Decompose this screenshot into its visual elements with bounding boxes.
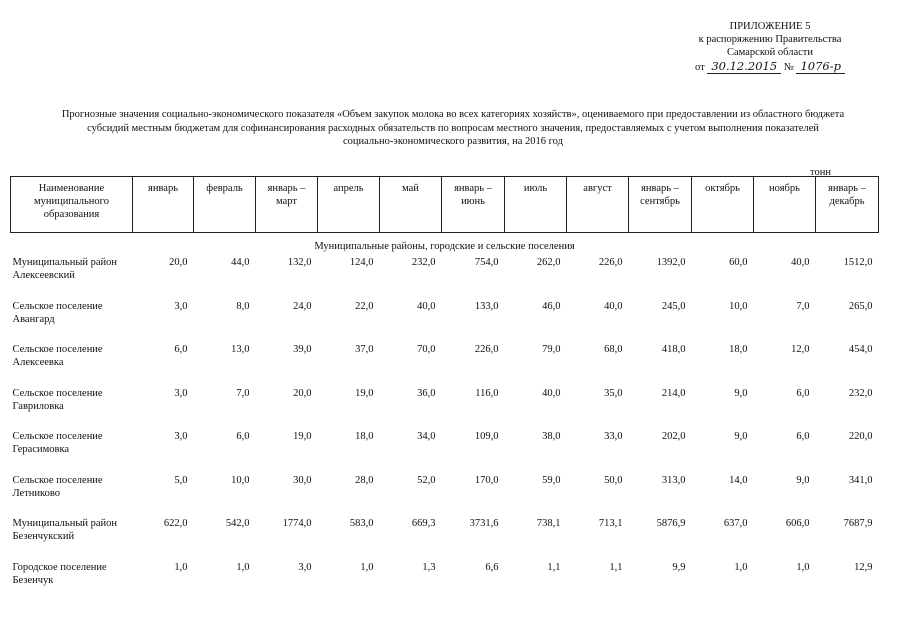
row-value: 132,0 <box>287 257 312 268</box>
units-label: тонн <box>810 167 831 178</box>
row-name: Сельское поселение Алексеевка <box>12 344 103 368</box>
row-value: 39,0 <box>293 344 312 355</box>
section-row <box>11 233 879 257</box>
row-value: 3,0 <box>174 300 188 312</box>
title-line-1: Прогнозные значения социально-экономического показателя «Объем закупок молока во всех категориях хозяйств», оцениваемого при предоставлении из областного бюджета <box>61 109 845 120</box>
row-value: 418,0 <box>661 344 686 355</box>
row-value: 37,0 <box>355 344 374 355</box>
appendix-order-line: к распоряжению Правительства <box>698 34 842 45</box>
header-may: май <box>380 177 442 233</box>
row-name: Городское поселение Безенчук <box>12 561 107 586</box>
row-value: 50,0 <box>604 474 623 486</box>
table-row <box>11 343 879 387</box>
row-value: 1774,0 <box>282 518 312 529</box>
table-row <box>11 387 879 431</box>
row-value: 60,0 <box>729 257 748 268</box>
row-value: 33,0 <box>604 431 623 442</box>
table-row <box>11 256 879 300</box>
row-value: 38,0 <box>542 431 561 442</box>
row-name: Сельское поселение Герасимовка <box>12 431 103 455</box>
header-jan-sep: январь – сентябрь <box>629 177 692 233</box>
row-value: 313,0 <box>661 474 686 486</box>
row-value: 606,0 <box>785 518 810 529</box>
row-value: 1,3 <box>422 561 436 573</box>
header-name: Наименование муниципального образования <box>11 177 133 233</box>
row-value: 6,0 <box>174 344 188 355</box>
row-value: 220,0 <box>848 431 873 442</box>
row-value: 738,1 <box>536 518 561 529</box>
header-apr: апрель <box>318 177 380 233</box>
appendix-date-line <box>660 60 880 74</box>
row-value: 6,0 <box>796 431 810 442</box>
row-value: 40,0 <box>604 300 623 312</box>
row-value: 7,0 <box>236 387 250 399</box>
number-prefix: № <box>783 62 794 73</box>
row-value: 18,0 <box>355 431 374 442</box>
row-value: 13,0 <box>231 344 250 355</box>
row-value: 232,0 <box>848 387 873 399</box>
row-value: 6,0 <box>236 431 250 442</box>
row-value: 1,0 <box>734 561 748 573</box>
table-header-row <box>11 177 879 233</box>
section-title: Муниципальные районы, городские и сельские поселения <box>314 241 575 252</box>
row-value: 245,0 <box>661 300 686 312</box>
row-value: 6,0 <box>796 387 810 399</box>
row-value: 1,0 <box>796 561 810 573</box>
table-row <box>11 474 879 518</box>
row-name: Сельское поселение Авангард <box>12 300 103 325</box>
row-value: 19,0 <box>293 431 312 442</box>
row-value: 637,0 <box>723 518 748 529</box>
row-value: 116,0 <box>475 387 499 399</box>
row-value: 24,0 <box>293 300 312 312</box>
row-value: 3731,6 <box>469 518 499 529</box>
row-value: 12,9 <box>854 561 873 573</box>
row-value: 14,0 <box>729 474 748 486</box>
row-value: 1,0 <box>236 561 250 573</box>
forecast-table <box>10 176 879 604</box>
row-value: 68,0 <box>604 344 623 355</box>
row-value: 226,0 <box>474 344 499 355</box>
table-row <box>11 430 879 474</box>
row-value: 20,0 <box>169 257 188 268</box>
table-row <box>11 517 879 561</box>
header-jan-mar: январь – март <box>256 177 318 233</box>
row-value: 5,0 <box>174 474 188 486</box>
row-value: 22,0 <box>355 300 374 312</box>
row-value: 232,0 <box>411 257 436 268</box>
header-aug: август <box>567 177 629 233</box>
row-value: 454,0 <box>848 344 873 355</box>
row-value: 202,0 <box>661 431 686 442</box>
handwritten-date: 30.12.2015 <box>707 59 781 74</box>
row-name: Муниципальный район Безенчукский <box>12 518 118 542</box>
row-value: 9,0 <box>734 431 748 442</box>
row-value: 262,0 <box>536 257 561 268</box>
row-value: 170,0 <box>474 474 499 486</box>
row-value: 70,0 <box>417 344 436 355</box>
title-line-2: субсидий местным бюджетам для софинансирования расходных обязательств по вопросам местного значения, предоставляемых с учетом выполнения показателей <box>87 122 819 134</box>
row-name: Сельское поселение Летниково <box>12 474 103 499</box>
row-value: 9,9 <box>672 561 686 573</box>
appendix-number: ПРИЛОЖЕНИЕ 5 <box>729 21 811 32</box>
row-value: 8,0 <box>236 300 250 312</box>
row-value: 226,0 <box>598 257 623 268</box>
document-title <box>18 108 888 149</box>
row-value: 7,0 <box>796 300 810 312</box>
row-value: 12,0 <box>791 344 810 355</box>
header-jul: июль <box>505 177 567 233</box>
row-value: 109,0 <box>474 431 499 442</box>
table-row <box>11 561 879 605</box>
row-value: 36,0 <box>417 387 436 399</box>
row-value: 10,0 <box>231 474 250 486</box>
row-value: 1392,0 <box>656 257 686 268</box>
row-value: 34,0 <box>417 431 436 442</box>
row-value: 28,0 <box>355 474 374 486</box>
row-value: 52,0 <box>417 474 436 486</box>
row-value: 583,0 <box>349 518 374 529</box>
row-value: 79,0 <box>542 344 561 355</box>
row-value: 9,0 <box>796 474 810 486</box>
row-value: 214,0 <box>661 387 686 399</box>
row-value: 35,0 <box>604 387 623 399</box>
row-value: 1,1 <box>547 561 561 573</box>
table-row <box>11 300 879 344</box>
row-value: 3,0 <box>174 431 188 442</box>
row-value: 9,0 <box>734 387 748 399</box>
row-value: 46,0 <box>542 300 561 312</box>
appendix-block <box>660 20 880 74</box>
row-value: 40,0 <box>542 387 561 399</box>
row-value: 1512,0 <box>843 257 873 268</box>
row-value: 622,0 <box>163 518 188 529</box>
date-prefix: от <box>695 62 705 73</box>
appendix-region-line: Самарской области <box>727 47 813 58</box>
row-value: 20,0 <box>293 387 312 399</box>
row-value: 133,0 <box>474 300 499 312</box>
header-oct: октябрь <box>692 177 754 233</box>
row-value: 3,0 <box>174 387 188 399</box>
row-value: 3,0 <box>298 561 312 573</box>
row-value: 713,1 <box>598 518 623 529</box>
row-value: 341,0 <box>848 474 873 486</box>
row-name: Сельское поселение Гавриловка <box>12 387 103 412</box>
row-value: 7687,9 <box>843 518 873 529</box>
row-value: 1,0 <box>174 561 188 573</box>
row-value: 18,0 <box>729 344 748 355</box>
header-jan-jun: январь – июнь <box>442 177 505 233</box>
row-value: 40,0 <box>417 300 436 312</box>
row-value: 6,6 <box>485 561 499 573</box>
header-jan: январь <box>133 177 194 233</box>
row-value: 124,0 <box>349 257 374 268</box>
row-name: Муниципальный район Алексеевский <box>12 257 118 281</box>
row-value: 59,0 <box>542 474 561 486</box>
header-nov: ноябрь <box>754 177 816 233</box>
row-value: 10,0 <box>729 300 748 312</box>
handwritten-number: 1076-р <box>796 59 845 74</box>
row-value: 40,0 <box>791 257 810 268</box>
row-value: 669,3 <box>411 518 436 529</box>
row-value: 44,0 <box>231 257 250 268</box>
row-value: 1,0 <box>360 561 374 573</box>
row-value: 30,0 <box>293 474 312 486</box>
row-value: 5876,9 <box>656 518 686 529</box>
row-value: 542,0 <box>225 518 250 529</box>
header-jan-dec: январь – декабрь <box>816 177 879 233</box>
row-value: 1,1 <box>609 561 623 573</box>
row-value: 754,0 <box>474 257 499 268</box>
row-value: 19,0 <box>355 387 374 399</box>
row-value: 265,0 <box>848 300 873 312</box>
header-feb: февраль <box>194 177 256 233</box>
title-line-3: социально-экономического развития, на 2016 год <box>343 136 563 147</box>
